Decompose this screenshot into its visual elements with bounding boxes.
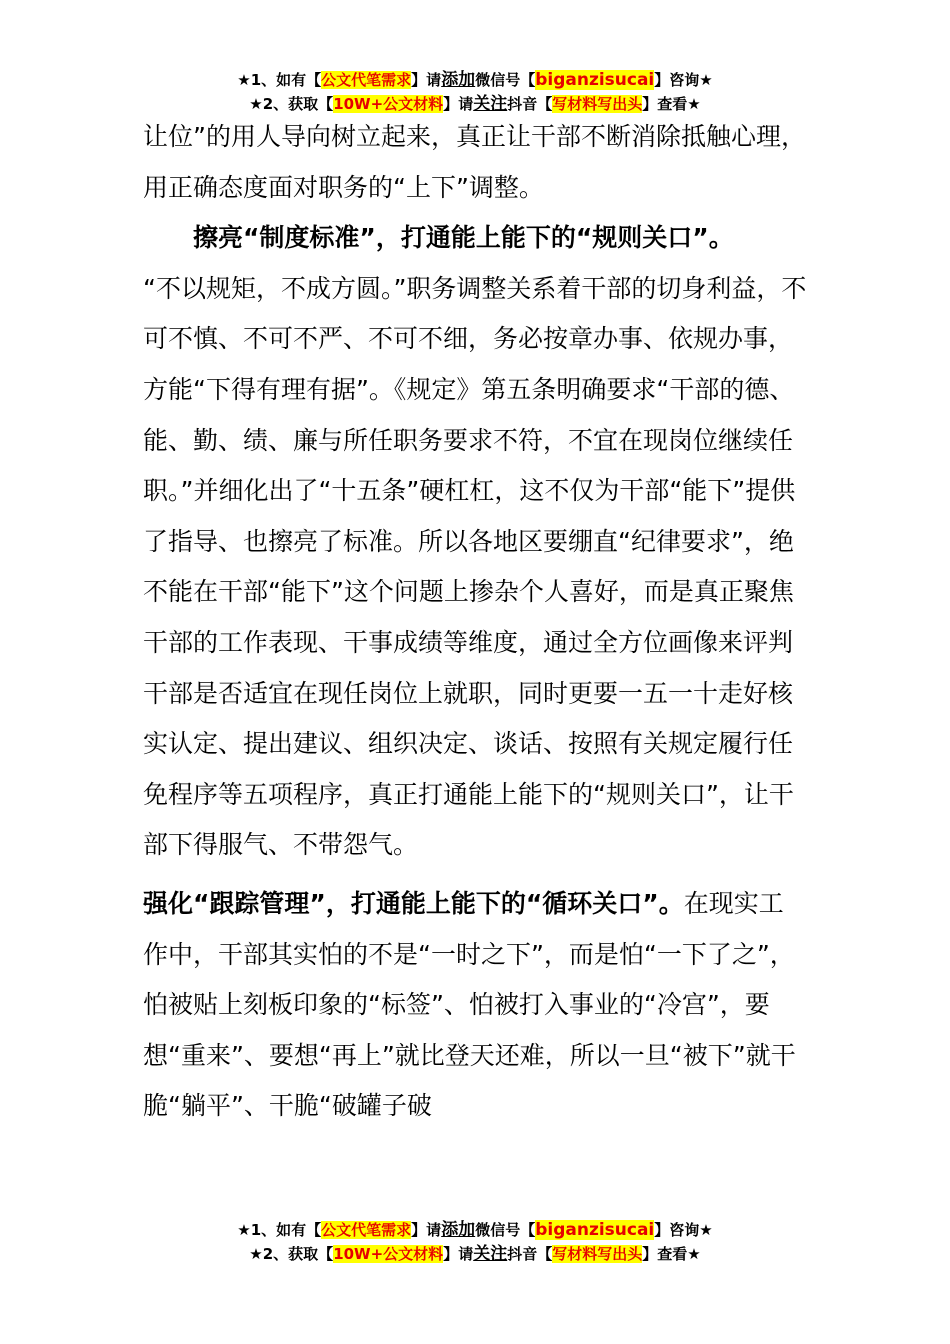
- banner-text: 抖音【: [507, 1245, 553, 1263]
- footer-banner: [0, 1218, 950, 1266]
- document-body: [143, 112, 808, 1132]
- paragraph-2: “不以规矩，不成方圆。”职务调整关系着干部的切身利益，不可不慎、不可不严、不可不细，务必按章办事、依规办事，方能“下得有理有据”。《规定》第五条明确要求“干部的德、能、勤、绩、廉与所任职务要求不符，不宜在现岗位继续任职。”并细化出了“十五条”硬杠杠，这不仅为干部“能下”提供了指导、也擦亮了标准。所以各地区要绷直“纪律要求”，绝不能在干部“能下”这个问题上掺杂个人喜好，而是真正聚焦干部的工作表现、干事成绩等维度，通过全方位画像来评判干部是否适宜在现任岗位上就职，同时更要一五一十走好核实认定、提出建议、组织决定、谈话、按照有关规定履行任免程序等五项程序，真正打通能上能下的“规则关口”，让干部下得服气、不带怨气。: [143, 273, 807, 860]
- banner-text: 】请: [411, 71, 442, 89]
- section-heading-rules: 擦亮“制度标准”，打通能上能下的“规则关口”。: [193, 223, 734, 253]
- banner-highlight: 公文代笔需求: [321, 1221, 412, 1239]
- banner-text: 微信号【: [475, 71, 536, 89]
- header-banner: [0, 68, 950, 116]
- banner-text: ★2、获取【: [249, 95, 334, 113]
- banner-text: 】查看★: [642, 1245, 701, 1263]
- banner-highlight: 10W+公文材料: [333, 1245, 444, 1263]
- paragraph-3: [143, 879, 808, 1132]
- banner-wechat-id: biganzisucai: [535, 70, 655, 90]
- banner-highlight: 公文代笔需求: [321, 71, 412, 89]
- section-heading-tracking: 强化“跟踪管理”，打通能上能下的“循环关口”。: [143, 888, 684, 918]
- banner-highlight: 10W+公文材料: [333, 95, 444, 113]
- banner-text: ★1、如有【: [237, 1221, 322, 1239]
- paragraph-3-text: 在现实工作中，干部其实怕的不是“一时之下”，而是怕“一下了之”，怕被贴上刻板印象的“标签”、怕被打入事业的“冷宫”，要想“重来”、要想“再上”就比登天还难，所以一旦“被下”就干脆“躺平”、干脆“破罐子破: [143, 888, 796, 1121]
- banner-text: 】查看★: [642, 95, 701, 113]
- banner-underlined: 添加: [441, 1220, 476, 1240]
- banner-wechat-id: biganzisucai: [535, 1220, 655, 1240]
- banner-text: 】请: [443, 95, 474, 113]
- banner-douyin-id: 写材料写出头: [552, 95, 643, 113]
- banner-line-2: [0, 1242, 950, 1266]
- banner-text: 】咨询★: [654, 1221, 713, 1239]
- banner-underlined: 关注: [473, 1244, 508, 1264]
- banner-text: 】咨询★: [654, 71, 713, 89]
- banner-line-1: [0, 68, 950, 92]
- banner-line-1: [0, 1218, 950, 1242]
- banner-underlined: 关注: [473, 94, 508, 114]
- banner-underlined: 添加: [441, 70, 476, 90]
- banner-text: 】请: [443, 1245, 474, 1263]
- banner-text: 抖音【: [507, 95, 553, 113]
- banner-text: ★2、获取【: [249, 1245, 334, 1263]
- banner-text: 微信号【: [475, 1221, 536, 1239]
- banner-text: ★1、如有【: [237, 71, 322, 89]
- banner-text: 】请: [411, 1221, 442, 1239]
- banner-douyin-id: 写材料写出头: [552, 1245, 643, 1263]
- paragraph-1: 让位”的用人导向树立起来，真正让干部不断消除抵触心理，用正确态度面对职务的“上下”调整。: [143, 122, 806, 202]
